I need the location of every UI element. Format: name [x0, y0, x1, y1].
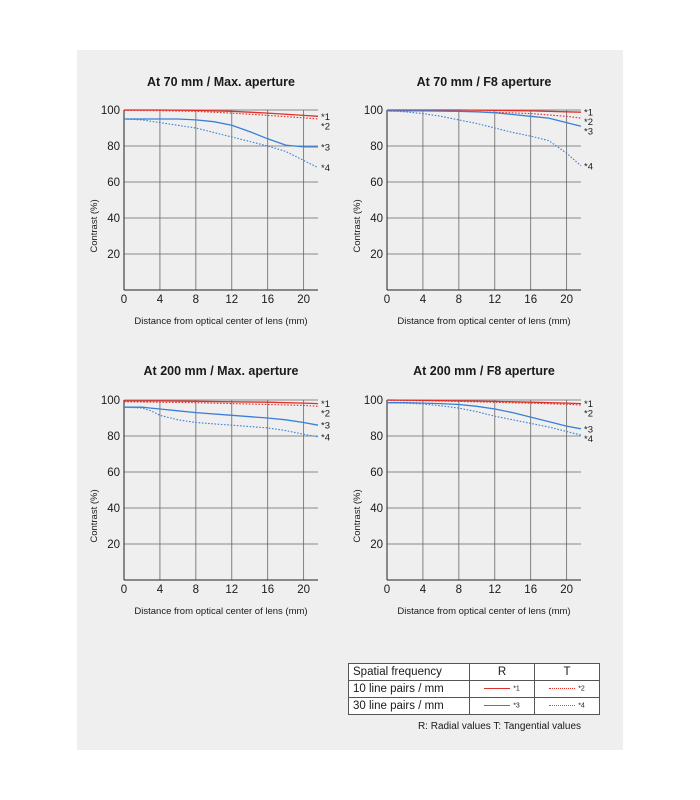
- series-end-label: *2: [321, 121, 330, 133]
- legend-row: [349, 698, 600, 715]
- series-end-label: *3: [584, 126, 593, 138]
- x-tick-label: 0: [120, 294, 128, 306]
- y-tick-label: 100: [100, 395, 120, 407]
- x-tick-label: 0: [120, 584, 128, 596]
- x-tick-label: 20: [297, 294, 311, 306]
- y-tick-label: 100: [363, 395, 383, 407]
- legend-mark: *4: [578, 702, 585, 710]
- y-tick-label: 40: [370, 213, 383, 225]
- series-line-mark4: [124, 119, 318, 168]
- x-tick-label: 16: [261, 294, 275, 306]
- legend-row: [349, 681, 600, 698]
- series-end-label: *2: [321, 408, 330, 420]
- legend-swatch-solid: [484, 688, 510, 689]
- legend-note: R: Radial values T: Tangential values: [417, 721, 581, 732]
- chart-title: At 70 mm / F8 aperture: [416, 75, 552, 89]
- x-axis-label: Distance from optical center of lens (mm): [397, 316, 571, 327]
- series-end-label: *2: [584, 117, 593, 129]
- x-tick-label: 4: [419, 294, 427, 306]
- series-end-label: *3: [321, 420, 330, 432]
- legend-row-label: 30 line pairs / mm: [349, 698, 470, 715]
- legend-mark: *3: [513, 702, 520, 710]
- series-end-label: *2: [584, 408, 593, 420]
- y-axis-label: Contrast (%): [352, 199, 363, 253]
- series-end-label: *4: [584, 161, 593, 173]
- x-tick-label: 4: [156, 294, 164, 306]
- legend-t-cell: [535, 698, 600, 715]
- x-tick-label: 12: [225, 584, 239, 596]
- chart-title: At 70 mm / Max. aperture: [147, 75, 295, 89]
- series-end-label: *3: [321, 142, 330, 154]
- chart-title: At 200 mm / F8 aperture: [413, 364, 555, 378]
- series-line-mark3: [124, 119, 318, 147]
- x-tick-label: 0: [383, 294, 391, 306]
- x-tick-label: 8: [455, 294, 463, 306]
- y-axis-label: Contrast (%): [89, 489, 100, 543]
- y-axis-label: Contrast (%): [89, 199, 100, 253]
- series-end-label: *1: [321, 111, 330, 123]
- y-tick-label: 20: [370, 539, 383, 551]
- legend-table: [348, 663, 600, 715]
- y-tick-label: 60: [107, 177, 120, 189]
- legend-col-r: R: [470, 664, 535, 681]
- legend-swatch-solid: [484, 705, 510, 706]
- y-tick-label: 20: [370, 249, 383, 261]
- x-tick-label: 16: [261, 584, 275, 596]
- legend-swatch-dotted: [549, 688, 575, 689]
- legend-row-label: 10 line pairs / mm: [349, 681, 470, 698]
- y-tick-label: 80: [107, 141, 120, 153]
- y-tick-label: 80: [107, 431, 120, 443]
- y-tick-label: 100: [100, 105, 120, 117]
- y-tick-label: 80: [370, 141, 383, 153]
- x-tick-label: 16: [524, 294, 538, 306]
- x-tick-label: 12: [488, 294, 502, 306]
- y-tick-label: 100: [363, 105, 383, 117]
- x-axis-label: Distance from optical center of lens (mm): [134, 316, 308, 327]
- series-end-label: *4: [584, 433, 593, 445]
- legend-swatch-dotted: [549, 705, 575, 706]
- y-axis-label: Contrast (%): [352, 489, 363, 543]
- x-tick-label: 16: [524, 584, 538, 596]
- x-tick-label: 8: [192, 294, 200, 306]
- y-tick-label: 40: [107, 503, 120, 515]
- x-axis-label: Distance from optical center of lens (mm): [134, 606, 308, 617]
- x-tick-label: 20: [297, 584, 311, 596]
- x-tick-label: 4: [156, 584, 164, 596]
- series-end-label: *3: [584, 424, 593, 436]
- y-tick-label: 60: [370, 467, 383, 479]
- x-tick-label: 20: [560, 584, 574, 596]
- legend-mark: *2: [578, 685, 585, 693]
- series-end-label: *4: [321, 163, 330, 175]
- y-tick-label: 20: [107, 249, 120, 261]
- y-tick-label: 60: [370, 177, 383, 189]
- legend-r-cell: [470, 681, 535, 698]
- x-axis-label: Distance from optical center of lens (mm): [397, 606, 571, 617]
- x-tick-label: 12: [488, 584, 502, 596]
- legend-header: Spatial frequency: [349, 664, 470, 681]
- y-tick-label: 40: [107, 213, 120, 225]
- y-tick-label: 40: [370, 503, 383, 515]
- y-tick-label: 60: [107, 467, 120, 479]
- chart-title: At 200 mm / Max. aperture: [143, 364, 299, 378]
- x-tick-label: 20: [560, 294, 574, 306]
- y-tick-label: 80: [370, 431, 383, 443]
- legend-col-t: T: [535, 664, 600, 681]
- legend-r-cell: [470, 698, 535, 715]
- series-end-label: *4: [321, 432, 330, 444]
- series-line-mark3: [387, 403, 581, 429]
- series-line-mark4: [124, 407, 318, 437]
- x-tick-label: 0: [383, 584, 391, 596]
- legend-t-cell: [535, 681, 600, 698]
- legend-mark: *1: [513, 685, 520, 693]
- series-end-label: *1: [584, 399, 593, 411]
- x-tick-label: 8: [455, 584, 463, 596]
- series-line-mark3: [124, 407, 318, 425]
- series-end-label: *1: [584, 107, 593, 119]
- y-tick-label: 20: [107, 539, 120, 551]
- x-tick-label: 4: [419, 584, 427, 596]
- x-tick-label: 8: [192, 584, 200, 596]
- x-tick-label: 12: [225, 294, 239, 306]
- series-end-label: *1: [321, 399, 330, 411]
